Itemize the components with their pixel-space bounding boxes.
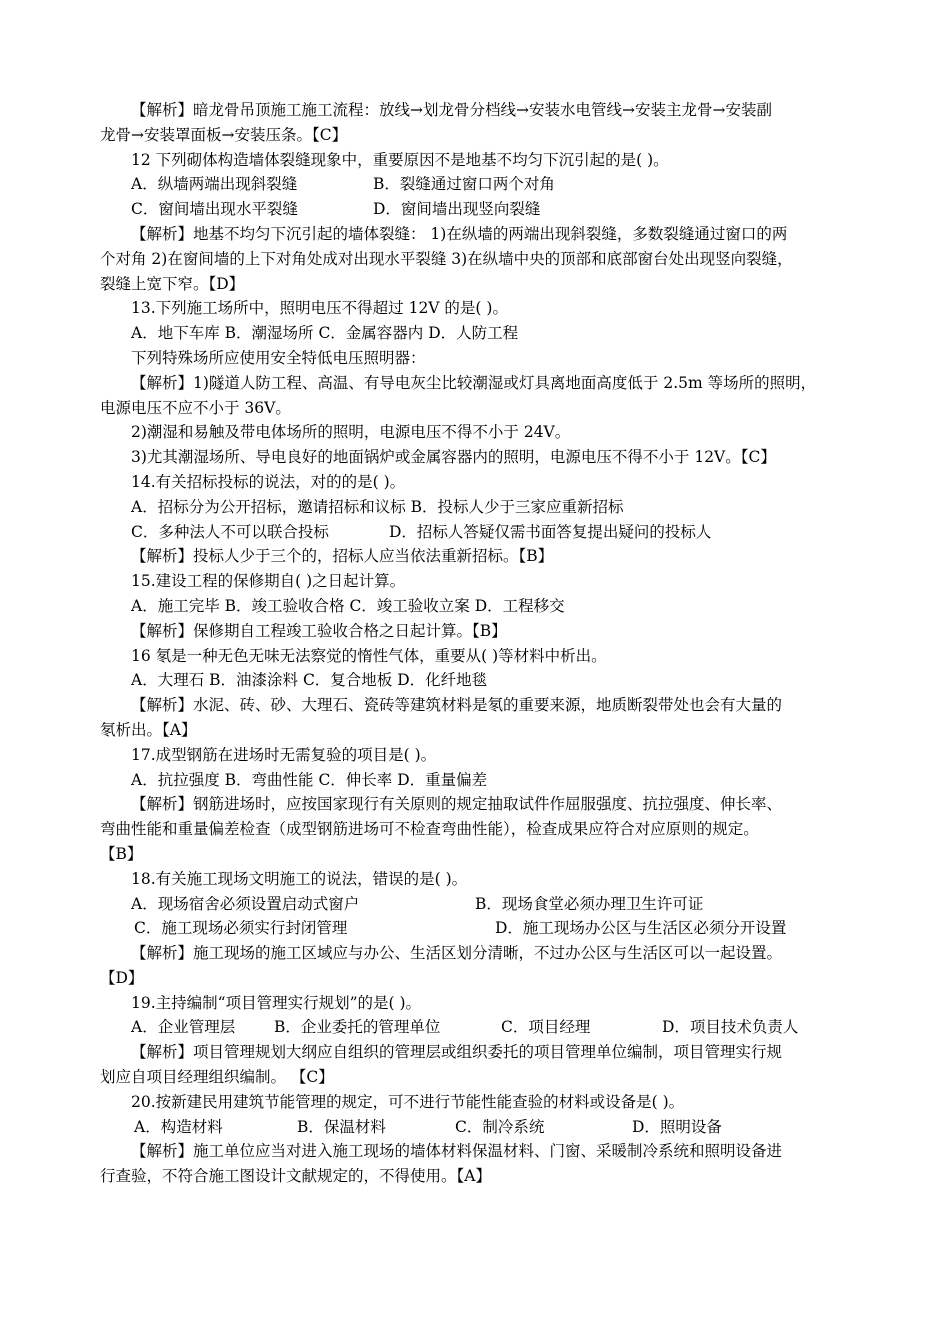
options-row — [100, 197, 852, 222]
text-line: 裂缝上宽下窄。【D】 — [100, 274, 245, 293]
option: A．纵墙两端出现斜裂缝 — [131, 175, 298, 194]
question-15: 15.建设工程的保修期自( )之日起计算。 — [131, 572, 406, 591]
question-13: 13.下列施工场所中，照明电压不得超过 12V 的是( )。 — [131, 299, 508, 318]
text-line: 【解析】投标人少于三个的，招标人应当依法重新招标。【B】 — [131, 547, 554, 566]
options-row — [100, 1115, 852, 1140]
document-body — [100, 98, 852, 1189]
options-row — [100, 1015, 852, 1040]
option: A．现场宿舍必须设置启动式窗户 — [131, 894, 360, 913]
option: D．项目技术负责人 — [662, 1018, 799, 1037]
options-row: A．大理石 B．油漆涂料 C．复合地板 D．化纤地毯 — [131, 671, 488, 690]
text-line: 【解析】施工单位应当对进入施工现场的墙体材料保温材料、门窗、采暖制冷系统和照明设备进 — [131, 1142, 783, 1161]
question-17: 17.成型钢筋在进场时无需复验的项目是( )。 — [131, 745, 437, 764]
option: C．窗间墙出现水平裂缝 — [131, 200, 298, 219]
question-16: 16 氡是一种无色无味无法察觉的惰性气体，重要从( )等材料中析出。 — [131, 646, 607, 665]
question-12: 12 下列砌体构造墙体裂缝现象中，重要原因不是地基不均匀下沉引起的是( )。 — [131, 150, 669, 169]
option: B．现场食堂必须办理卫生许可证 — [475, 894, 704, 913]
option: D．招标人答疑仅需书面答复提出疑问的投标人 — [389, 522, 712, 541]
question-20: 20.按新建民用建筑节能管理的规定，可不进行节能性能查验的材料或设备是( )。 — [131, 1092, 685, 1111]
text-line: 行查验，不符合施工图设计文献规定的，不得使用。【A】 — [100, 1167, 491, 1186]
text-line: 【解析】钢筋进场时，应按国家现行有关原则的规定抽取试件作屈服强度、抗拉强度、伸长率、 — [131, 795, 783, 814]
text-line: 电源电压不应不小于 36V。 — [100, 398, 291, 417]
text-line: 划应自项目经理组织编制。 【C】 — [100, 1068, 334, 1087]
options-row: A．招标分为公开招标，邀请招标和议标 B．投标人少于三家应重新招标 — [131, 497, 624, 516]
options-row — [100, 520, 852, 545]
text-line: 弯曲性能和重量偏差检查（成型钢筋进场可不检查弯曲性能），检查成果应符合对应原则的规定。 — [100, 820, 759, 839]
option: A．构造材料 — [134, 1117, 223, 1136]
text-line: 个对角 2)在窗间墙的上下对角处成对出现水平裂缝 3)在纵墙中央的顶部和底部窗台处出现竖向裂缝， — [100, 249, 793, 268]
text-line: 【D】 — [100, 968, 144, 987]
text-line: 【解析】水泥、砖、砂、大理石、瓷砖等建筑材料是氡的重要来源，地质断裂带处也会有大量的 — [131, 696, 783, 715]
option: C．项目经理 — [501, 1018, 591, 1037]
text-line: 【解析】保修期自工程竣工验收合格之日起计算。【B】 — [131, 621, 507, 640]
options-row — [100, 172, 852, 197]
options-row: A．地下车库 B．潮湿场所 C．金属容器内 D．人防工程 — [131, 324, 519, 343]
text-line: 氡析出。【A】 — [100, 720, 197, 739]
text-line: 【B】 — [100, 844, 143, 863]
text-line: 龙骨→安装罩面板→安装压条。【C】 — [100, 125, 348, 144]
option: D．照明设备 — [632, 1117, 722, 1136]
text-line: 【解析】项目管理规划大纲应自组织的管理层或组织委托的项目管理单位编制，项目管理实行规 — [131, 1043, 783, 1062]
option: C．多种法人不可以联合投标 — [131, 522, 329, 541]
options-row: A．施工完毕 B．竣工验收合格 C．竣工验收立案 D．工程移交 — [131, 596, 565, 615]
option: B．保温材料 — [297, 1117, 386, 1136]
option: B．企业委托的管理单位 — [274, 1018, 441, 1037]
option: C．制冷系统 — [455, 1117, 545, 1136]
text-line: 【解析】地基不均匀下沉引起的墙体裂缝： 1)在纵墙的两端出现斜裂缝，多数裂缝通过窗口的两 — [131, 224, 788, 243]
option: D．窗间墙出现竖向裂缝 — [373, 200, 541, 219]
options-row — [100, 892, 852, 917]
option: C．施工现场必须实行封闭管理 — [134, 919, 348, 938]
text-line: 2)潮湿和易触及带电体场所的照明，电源电压不得不小于 24V。 — [131, 423, 571, 442]
text-line: 【解析】暗龙骨吊顶施工施工流程：放线→划龙骨分档线→安装水电管线→安装主龙骨→安装副 — [131, 101, 772, 119]
option: D．施工现场办公区与生活区必须分开设置 — [495, 919, 787, 938]
question-19: 19.主持编制“项目管理实行规划”的是( )。 — [131, 993, 422, 1012]
option: A．企业管理层 — [131, 1018, 236, 1037]
question-14: 14.有关招标投标的说法，对的的是( )。 — [131, 472, 406, 491]
text-line: 下列特殊场所应使用安全特低电压照明器： — [131, 348, 426, 367]
options-row: A．抗拉强度 B．弯曲性能 C．伸长率 D．重量偏差 — [131, 770, 488, 789]
text-line: 3)尤其潮湿场所、导电良好的地面锅炉或金属容器内的照明，电源电压不得不小于 12V。【C】 — [131, 448, 776, 467]
text-line: 【解析】1)隧道人防工程、高温、有导电灰尘比较潮湿或灯具离地面高度低于 2.5m 等场所的照明， — [131, 373, 817, 392]
text-line: 【解析】施工现场的施工区域应与办公、生活区划分清晰，不过办公区与生活区可以一起设置。 — [131, 944, 783, 963]
options-row — [100, 916, 852, 941]
option: B．裂缝通过窗口两个对角 — [373, 175, 555, 194]
question-18: 18.有关施工现场文明施工的说法，错误的是( )。 — [131, 869, 468, 888]
